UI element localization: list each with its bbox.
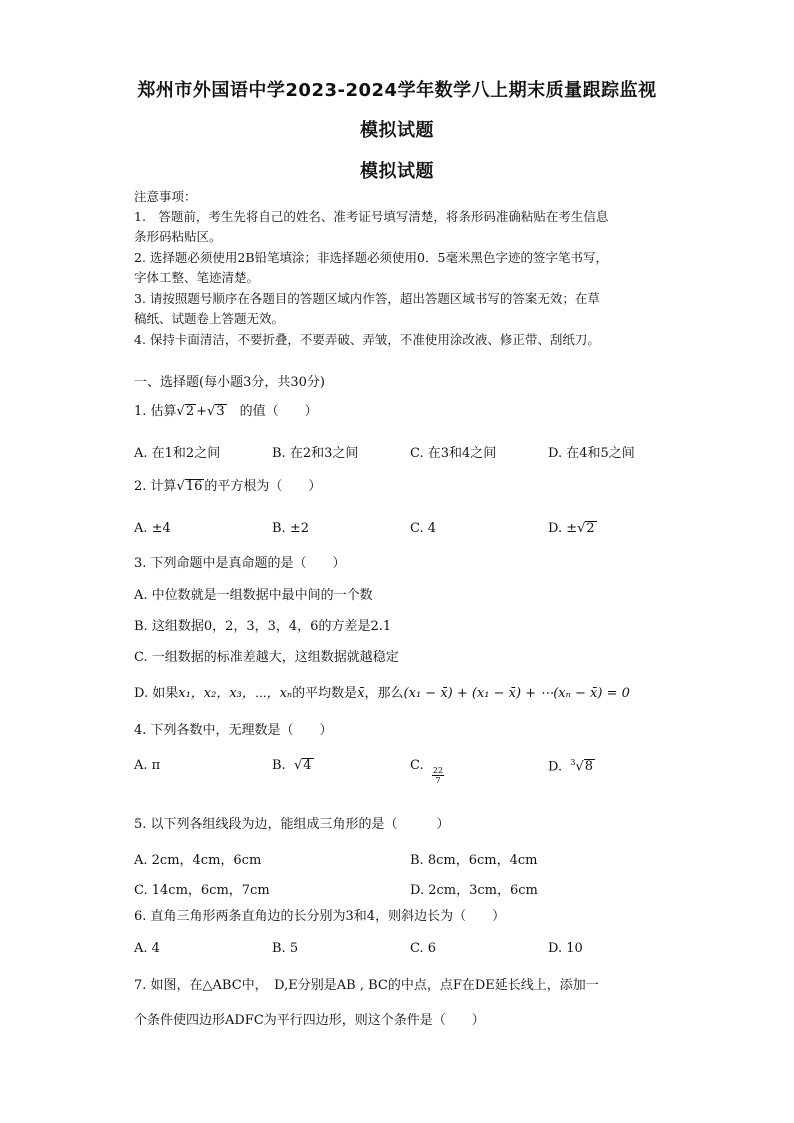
q4-option-a: A. π (134, 758, 161, 773)
q5-option-b: B. 8cm，6cm，4cm (410, 853, 538, 868)
notice-line: 2. 选择题必须使用2B铅笔填涂；非选择题必须使用0．5毫米黑色字迹的签字笔书写， (134, 250, 608, 265)
question-3-stem: 3. 下列命题中是真命题的是（ ） (134, 556, 346, 571)
q2-option-b: B. ±2 (272, 521, 309, 536)
q2-option-d: D. ±√2 (548, 521, 595, 536)
q1-option-c: C. 在3和4之间 (410, 446, 497, 461)
q5-option-d: D. 2cm，3cm，6cm (410, 883, 538, 898)
sqrt-symbol: √ (176, 404, 185, 419)
q3-option-d: D. 如果x₁，x₂，x₃，⋯，xₙ的平均数是x̄，那么(x₁ − x̄) + (x₁ − x̄) + ⋯(xₙ − x̄) = 0 (134, 686, 630, 701)
sqrt-symbol: √ (577, 521, 586, 536)
q2-option-a: A. ±4 (134, 521, 171, 536)
notice-line: 3. 请按照题号顺序在各题目的答题区域内作答，超出答题区域书写的答案无效；在草 (134, 291, 600, 306)
q2-option-c: C. 4 (410, 521, 437, 536)
page-subtitle: 模拟试题 (360, 120, 434, 141)
q3-option-b: B. 这组数据0，2，3，3，4，6的方差是2.1 (134, 619, 392, 634)
q6-option-b: B. 5 (272, 941, 299, 956)
q4-option-d: D. $^3$√8 (548, 758, 594, 775)
question-7-stem: 7. 如图，在△ABC中， D,E分别是AB , BC的中点，点F在DE延长线上，添加一 (134, 978, 599, 993)
question-6-stem: 6. 直角三角形两条直角边的长分别为3和4，则斜边长为（ ） (134, 909, 506, 924)
sqrt-symbol: √ (176, 479, 185, 494)
q5-option-c: C. 14cm，6cm，7cm (134, 883, 270, 898)
page-subtitle-repeat: 模拟试题 (360, 161, 434, 182)
notice-line: 1. 答题前，考生先将自己的姓名、准考证号填写清楚，将条形码准确粘贴在考生信息 (134, 209, 609, 224)
q1-option-d: D. 在4和5之间 (548, 446, 635, 461)
question-7-stem-cont: 个条件使四边形ADFC为平行四边形，则这个条件是（ ） (134, 1013, 485, 1028)
page-title: 郑州市外国语中学2023-2024学年数学八上期末质量跟踪监视 (137, 80, 657, 101)
notice-line: 4. 保持卡面清洁，不要折叠，不要弄破、弄皱，不准使用涂改液、修正带、刮纸刀。 (134, 332, 600, 347)
cube-root-symbol: √ (575, 759, 584, 775)
q6-option-a: A. 4 (134, 941, 160, 956)
notice-line: 稿纸、试题卷上答题无效。 (134, 311, 285, 326)
notice-heading: 注意事项： (134, 189, 197, 204)
q1-option-a: A. 在1和2之间 (134, 446, 221, 461)
question-1-stem: 1. 估算√2 +√3 的值（ ） (134, 404, 318, 419)
notice-line: 条形码粘贴区。 (134, 229, 222, 244)
section-heading: 一、选择题(每小题3分，共30分) (134, 375, 325, 390)
q6-option-d: D. 10 (548, 941, 583, 956)
question-2-stem: 2. 计算√16 的平方根为（ ） (134, 479, 322, 494)
sqrt-symbol: √ (207, 404, 216, 419)
notice-line: 字体工整、笔迹清楚。 (134, 270, 260, 285)
question-4-stem: 4. 下列各数中，无理数是（ ） (134, 723, 333, 738)
q5-option-a: A. 2cm，4cm，6cm (134, 853, 262, 868)
q4-option-b: B. √4 (272, 758, 312, 773)
q1-option-b: B. 在2和3之间 (272, 446, 359, 461)
question-5-stem: 5. 以下列各组线段为边，能组成三角形的是（ ） (134, 817, 450, 832)
fraction: $\frac{22}{7}$ (432, 766, 444, 785)
q3-option-c: C. 一组数据的标准差越大，这组数据就越稳定 (134, 650, 399, 665)
q6-option-c: C. 6 (410, 941, 437, 956)
sqrt-symbol: √ (293, 758, 303, 773)
q3-option-a: A. 中位数就是一组数据中最中间的一个数 (134, 588, 373, 603)
q4-option-c: C. $\frac{22}{7}$ (410, 758, 444, 785)
